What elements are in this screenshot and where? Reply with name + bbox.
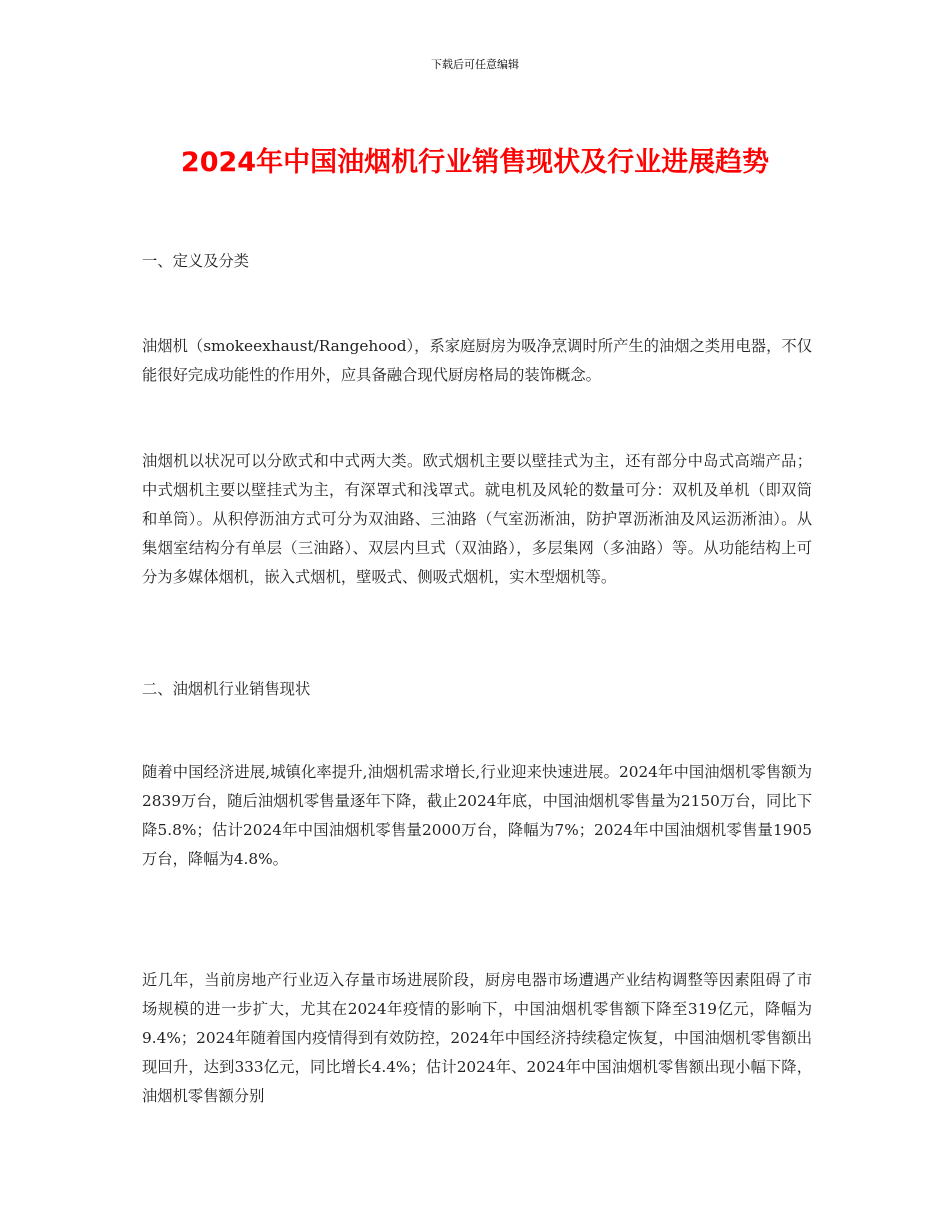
paragraph-definition: 油烟机（smokeexhaust/Rangehood），系家庭厨房为吸净烹调时所产生的油烟之类用电器，不仅能很好完成功能性的作用外，应具备融合现代厨房格局的装饰概念。 (142, 337, 812, 384)
section-heading-sales-status: 二、油烟机行业销售现状 (142, 680, 311, 698)
document-title: 2024年中国油烟机行业销售现状及行业进展趋势 (180, 147, 770, 178)
paragraph-sales-volume: 随着中国经济进展,城镇化率提升,油烟机需求增长,行业迎来快速进展。2024年中国油烟机零售额为2839万台，随后油烟机零售量逐年下降，截止2024年底，中国油烟机零售量为2150万台，同比下降5.8%；估计2024年中国油烟机零售量2000万台，降幅为7%；2024年中国油烟机零售量1905万台，降幅为4.8%。 (142, 763, 812, 868)
paragraph-sales-value: 近几年，当前房地产行业迈入存量市场进展阶段，厨房电器市场遭遇产业结构调整等因素阻碍了市场规模的进一步扩大，尤其在2024年疫情的影响下，中国油烟机零售额下降至319亿元，降幅为9.4%；2024年随着国内疫情得到有效防控，2024年中国经济持续稳定恢复，中国油烟机零售额出现回升，达到333亿元，同比增长4.4%；估计2024年、2024年中国油烟机零售额出现小幅下降，油烟机零售额分别 (142, 971, 812, 1105)
section-heading-definition: 一、定义及分类 (142, 252, 250, 270)
paragraph-classification: 油烟机以状况可以分欧式和中式两大类。欧式烟机主要以壁挂式为主，还有部分中岛式高端产品；中式烟机主要以壁挂式为主，有深罩式和浅罩式。就电机及风轮的数量可分：双机及单机（即双筒和单筒）。从积停沥油方式可分为双油路、三油路（气室沥淅油，防护罩沥淅油及风运沥淅油）。从集烟室结构分有单层（三油路）、双层内旦式（双油路），多层集网（多油路）等。从功能结构上可分为多媒体烟机，嵌入式烟机，壁吸式、侧吸式烟机，实木型烟机等。 (142, 452, 812, 586)
header-note: 下载后可任意编辑 (431, 58, 519, 71)
